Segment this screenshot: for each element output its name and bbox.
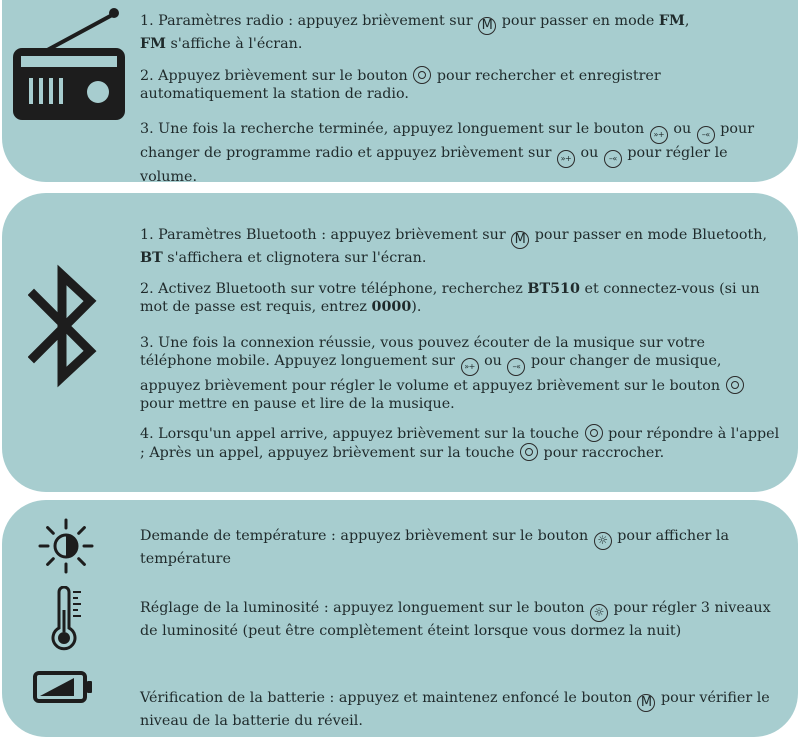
next-button-icon: »+ (650, 126, 668, 144)
mode-button-icon: M (478, 17, 496, 35)
play-button-icon (520, 443, 538, 461)
mode-button-icon: M (637, 694, 655, 712)
bt-step-3: 3. Une fois la connexion réussie, vous pouvez écouter de la musique sur votre téléphone mobile. Appuyez longuement sur »+ ou –« pour changer de musique, appuyez brièvement pour régler le volume et appuyez brièvement sur le bouton pour mettre en pause et lire de la musique. (140, 334, 780, 413)
radio-icon (10, 4, 132, 122)
sun-button-icon: ☼ (594, 532, 612, 550)
bt-step-2: 2. Activez Bluetooth sur votre téléphone, recherchez BT510 et connectez-vous (si un mot de passe est requis, entrez 0000). (140, 281, 760, 315)
play-button-icon (413, 66, 431, 84)
prev-button-icon: –« (507, 358, 525, 376)
mode-button-icon: M (511, 231, 529, 249)
bluetooth-icon (28, 259, 102, 393)
battery-icon (32, 670, 94, 704)
bt-step-4: 4. Lorsqu'un appel arrive, appuyez brièvement sur la touche pour répondre à l'appel ; Après un appel, appuyez brièvement sur la touche pour raccrocher. (140, 426, 780, 461)
brightness-info: Réglage de la luminosité : appuyez longuement sur le bouton ☼ pour régler 3 niveaux de luminosité (peut être complètement éteint lorsque vous dormez la nuit) (140, 600, 771, 639)
brightness-icon (38, 518, 94, 574)
play-button-icon (585, 424, 603, 442)
temperature-info: Demande de température : appuyez brièvement sur le bouton ☼ pour afficher la température (140, 528, 730, 567)
radio-step-3: 3. Une fois la recherche terminée, appuyez longuement sur le bouton »+ ou –« pour changer de programme radio et appuyez brièvement sur »+ ou –« pour régler le volume. (140, 121, 755, 185)
radio-section (2, 0, 798, 185)
prev-button-icon: –« (604, 150, 622, 168)
thermometer-icon (50, 586, 86, 654)
radio-step-1: 1. Paramètres radio : appuyez brièvement sur M pour passer en mode FM, FM s'affiche à l'écran. (140, 13, 690, 52)
next-button-icon: »+ (557, 150, 575, 168)
settings-section (2, 500, 798, 737)
battery-info: Vérification de la batterie : appuyez et maintenez enfoncé le bouton M pour vérifier le niveau de la batterie du réveil. (140, 690, 770, 729)
play-button-icon (726, 376, 744, 394)
radio-step-2: 2. Appuyez brièvement sur le bouton pour rechercher et enregistrer automatiquement la station de radio. (140, 68, 661, 102)
bluetooth-section (2, 193, 798, 492)
sun-button-icon: ☼ (590, 604, 608, 622)
prev-button-icon: –« (697, 126, 715, 144)
next-button-icon: »+ (461, 358, 479, 376)
bt-step-1: 1. Paramètres Bluetooth : appuyez brièvement sur M pour passer en mode Bluetooth, BT s'affichera et clignotera sur l'écran. (140, 227, 768, 266)
